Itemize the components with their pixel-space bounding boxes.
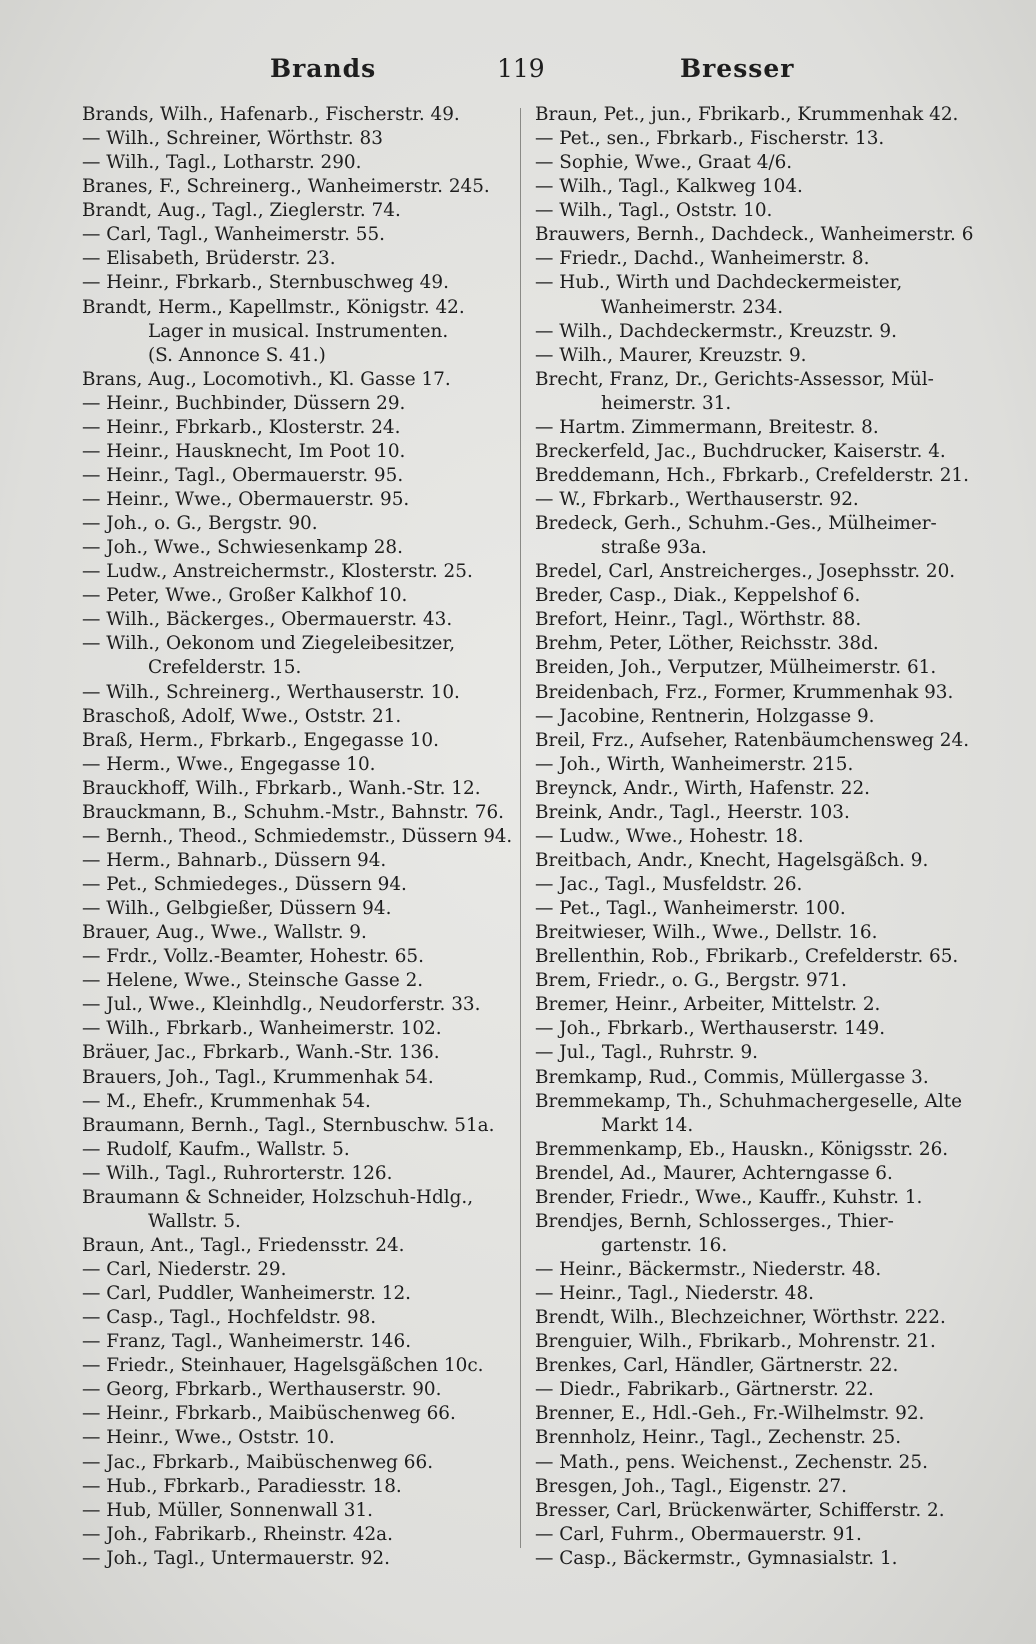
page-number: 119	[497, 54, 545, 83]
directory-entry: — Frdr., Vollz.-Beamter, Hohestr. 65.	[82, 946, 424, 968]
directory-entry: Breitwieser, Wilh., Wwe., Dellstr. 16.	[535, 922, 878, 944]
directory-entry: — Rudolf, Kaufm., Wallstr. 5.	[82, 1138, 350, 1160]
directory-entry: — Friedr., Dachd., Wanheimerstr. 8.	[535, 248, 870, 270]
directory-entry: (S. Annonce S. 41.)	[148, 344, 326, 366]
directory-entry: straße 93a.	[601, 537, 707, 559]
directory-entry: — Diedr., Fabrikarb., Gärtnerstr. 22.	[535, 1379, 874, 1401]
directory-entry: Brender, Friedr., Wwe., Kauffr., Kuhstr. 1.	[535, 1186, 923, 1208]
page-header	[0, 54, 1036, 94]
directory-entry: Brandt, Aug., Tagl., Zieglerstr. 74.	[82, 200, 401, 222]
directory-entry: Breynck, Andr., Wirth, Hafenstr. 22.	[535, 777, 871, 799]
directory-entry: Bredeck, Gerh., Schuhm.-Ges., Mülheimer-	[535, 513, 937, 535]
directory-entry: — Carl, Puddler, Wanheimerstr. 12.	[82, 1283, 411, 1305]
column-divider	[520, 108, 521, 1548]
directory-entry: — Heinr., Wwe., Oststr. 10.	[82, 1427, 335, 1449]
directory-entry: — Hub, Müller, Sonnenwall 31.	[82, 1499, 374, 1521]
directory-entry: Markt 14.	[601, 1114, 694, 1136]
directory-entry: Braß, Herm., Fbrkarb., Engegasse 10.	[82, 729, 439, 751]
directory-entry: Brefort, Heinr., Tagl., Wörthstr. 88.	[535, 609, 862, 631]
directory-entry: — Wilh., Tagl., Kalkweg 104.	[535, 176, 803, 198]
directory-entry: — Franz, Tagl., Wanheimerstr. 146.	[82, 1331, 412, 1353]
directory-entry: — Heinr., Fbrkarb., Maibüschenweg 66.	[82, 1403, 456, 1425]
directory-entry: — Heinr., Fbrkarb., Sternbuschweg 49.	[82, 272, 449, 294]
directory-entry: — Wilh., Maurer, Kreuzstr. 9.	[535, 344, 807, 366]
directory-entry: — Ludw., Wwe., Hohestr. 18.	[535, 825, 804, 847]
directory-entry: — Wilh., Schreinerg., Werthauserstr. 10.	[82, 681, 460, 703]
directory-entry: — Hub., Wirth und Dachdeckermeister,	[535, 272, 903, 294]
directory-entry: — Jac., Fbrkarb., Maibüschenweg 66.	[82, 1451, 434, 1473]
directory-entry: Brendt, Wilh., Blechzeichner, Wörthstr. 222.	[535, 1307, 946, 1329]
directory-entry: — Wilh., Dachdeckermstr., Kreuzstr. 9.	[535, 320, 897, 342]
directory-entry: Brauers, Joh., Tagl., Krummenhak 54.	[82, 1066, 434, 1088]
directory-entry: Bremmekamp, Th., Schuhmachergeselle, Alte	[535, 1090, 963, 1112]
directory-entry: Braumann, Bernh., Tagl., Sternbuschw. 51a.	[82, 1114, 495, 1136]
directory-entry: — Math., pens. Weichenst., Zechenstr. 25.	[535, 1451, 928, 1473]
directory-entry: — Elisabeth, Brüderstr. 23.	[82, 248, 336, 270]
directory-entry: Bredel, Carl, Anstreicherges., Josephsstr. 20.	[535, 561, 956, 583]
directory-entry: — Joh., Tagl., Untermauerstr. 92.	[82, 1547, 390, 1569]
directory-entry: — Heinr., Buchbinder, Düssern 29.	[82, 392, 406, 414]
directory-entry: — Wilh., Tagl., Ruhrorterstr. 126.	[82, 1162, 393, 1184]
directory-entry: — Heinr., Tagl., Niederstr. 48.	[535, 1283, 815, 1305]
directory-entry: Breckerfeld, Jac., Buchdrucker, Kaiserstr. 4.	[535, 440, 946, 462]
directory-entry: — Wilh., Bäckerges., Obermauerstr. 43.	[82, 609, 453, 631]
directory-entry: — Jac., Tagl., Musfeldstr. 26.	[535, 874, 803, 895]
left-column	[82, 103, 512, 1571]
directory-entry: — Heinr., Tagl., Obermauerstr. 95.	[82, 464, 404, 486]
directory-entry: — Hartm. Zimmermann, Breitestr. 8.	[535, 416, 879, 438]
directory-entry: — Joh., Wwe., Schwiesenkamp 28.	[82, 537, 403, 559]
directory-entry: Bremmenkamp, Eb., Hauskn., Königsstr. 26.	[535, 1138, 949, 1160]
directory-entry: — Georg, Fbrkarb., Werthauserstr. 90.	[82, 1379, 442, 1401]
directory-entry: Brenguier, Wilh., Fbrikarb., Mohrenstr. 21.	[535, 1331, 936, 1353]
directory-entry: Brem, Friedr., o. G., Bergstr. 971.	[535, 970, 847, 992]
header-right-catchword: Bresser	[680, 54, 795, 83]
directory-entry: Brauwers, Bernh., Dachdeck., Wanheimerstr. 6	[535, 224, 974, 246]
directory-entry: — Herm., Wwe., Engegasse 10.	[82, 753, 376, 775]
directory-entry: Brellenthin, Rob., Fbrikarb., Crefelderstr. 65.	[535, 946, 959, 968]
directory-entry: — Bernh., Theod., Schmiedemstr., Düssern 94.	[82, 825, 513, 847]
directory-entry: — Jul., Tagl., Ruhrstr. 9.	[535, 1042, 759, 1064]
directory-entry: Brenner, E., Hdl.-Geh., Fr.-Wilhelmstr. 92.	[535, 1403, 925, 1425]
directory-entry: — Joh., Fbrkarb., Werthauserstr. 149.	[535, 1018, 886, 1040]
directory-entry: Breil, Frz., Aufseher, Ratenbäumchensweg 24.	[535, 729, 970, 751]
directory-entry: — Wilh., Tagl., Lotharstr. 290.	[82, 152, 362, 174]
directory-entry: — Wilh., Oekonom und Ziegeleibesitzer,	[82, 633, 456, 655]
directory-entry: — Wilh., Gelbgießer, Düssern 94.	[82, 898, 392, 920]
directory-entry: — M., Ehefr., Krummenhak 54.	[82, 1090, 371, 1112]
directory-entry: Brands, Wilh., Hafenarb., Fischerstr. 49.	[82, 104, 460, 125]
directory-entry: Brans, Aug., Locomotivh., Kl. Gasse 17.	[82, 368, 451, 390]
directory-entry: Brendel, Ad., Maurer, Achterngasse 6.	[535, 1162, 893, 1184]
directory-entry: Wanheimerstr. 234.	[601, 296, 784, 318]
right-column	[535, 103, 975, 1571]
directory-entry: Bresgen, Joh., Tagl., Eigenstr. 27.	[535, 1475, 847, 1497]
directory-entry: — Sophie, Wwe., Graat 4/6.	[535, 152, 793, 174]
directory-entry: heimerstr. 31.	[601, 392, 732, 414]
directory-entry: Brehm, Peter, Löther, Reichsstr. 38d.	[535, 633, 879, 655]
directory-entry: — Jul., Wwe., Kleinhdlg., Neudorferstr. 33.	[82, 994, 481, 1016]
directory-entry: gartenstr. 16.	[601, 1234, 728, 1256]
directory-entry: — Casp., Tagl., Hochfeldstr. 98.	[82, 1307, 377, 1329]
directory-entry: Wallstr. 5.	[148, 1210, 241, 1232]
directory-entry: Brauckhoff, Wilh., Fbrkarb., Wanh.-Str. 12.	[82, 777, 481, 799]
header-left-catchword: Brands	[270, 54, 377, 83]
directory-entry: — Peter, Wwe., Großer Kalkhof 10.	[82, 585, 408, 607]
directory-entry: — Joh., Wirth, Wanheimerstr. 215.	[535, 753, 854, 775]
directory-entry: — Wilh., Fbrkarb., Wanheimerstr. 102.	[82, 1018, 442, 1040]
directory-entry: — Herm., Bahnarb., Düssern 94.	[82, 849, 387, 871]
directory-entry: Braun, Pet., jun., Fbrikarb., Krummenhak 42.	[535, 104, 959, 125]
directory-entry: — Casp., Bäckermstr., Gymnasialstr. 1.	[535, 1547, 898, 1569]
directory-entry: Brauer, Aug., Wwe., Wallstr. 9.	[82, 922, 367, 944]
directory-entry: Braumann & Schneider, Holzschuh-Hdlg.,	[82, 1186, 474, 1208]
directory-entry: — Heinr., Hausknecht, Im Poot 10.	[82, 440, 406, 462]
directory-entry: Branes, F., Schreinerg., Wanheimerstr. 245.	[82, 176, 490, 198]
directory-entry: Lager in musical. Instrumenten.	[148, 320, 449, 342]
directory-entry: Breder, Casp., Diak., Keppelshof 6.	[535, 585, 861, 607]
directory-entry: — Carl, Tagl., Wanheimerstr. 55.	[82, 224, 386, 246]
directory-entry: — Carl, Niederstr. 29.	[82, 1259, 287, 1280]
directory-entry: — Pet., sen., Fbrkarb., Fischerstr. 13.	[535, 128, 885, 150]
directory-entry: — Joh., Fabrikarb., Rheinstr. 42a.	[82, 1523, 393, 1545]
directory-entry: Brauckmann, B., Schuhm.-Mstr., Bahnstr. 76.	[82, 801, 504, 823]
directory-entry: Bresser, Carl, Brückenwärter, Schifferstr. 2.	[535, 1499, 945, 1521]
directory-entry: — Jacobine, Rentnerin, Holzgasse 9.	[535, 705, 875, 727]
directory-entry: Breddemann, Hch., Fbrkarb., Crefelderstr. 21.	[535, 464, 969, 486]
directory-entry: Brendjes, Bernh, Schlosserges., Thier-	[535, 1210, 894, 1232]
directory-entry: Bremer, Heinr., Arbeiter, Mittelstr. 2.	[535, 994, 881, 1016]
directory-entry: — Wilh., Schreiner, Wörthstr. 83	[82, 128, 383, 150]
directory-entry: Breiden, Joh., Verputzer, Mülheimerstr. 61.	[535, 657, 937, 679]
directory-entry: Braschoß, Adolf, Wwe., Oststr. 21.	[82, 705, 402, 727]
directory-entry: — Heinr., Bäckermstr., Niederstr. 48.	[535, 1259, 882, 1280]
directory-entry: — Joh., o. G., Bergstr. 90.	[82, 513, 318, 535]
directory-entry: Brandt, Herm., Kapellmstr., Königstr. 42.	[82, 296, 465, 318]
directory-entry: Brecht, Franz, Dr., Gerichts-Assessor, Mül-	[535, 368, 934, 390]
directory-entry: Bräuer, Jac., Fbrkarb., Wanh.-Str. 136.	[82, 1042, 440, 1064]
directory-entry: — W., Fbrkarb., Werthauserstr. 92.	[535, 489, 859, 510]
directory-entry: — Ludw., Anstreichermstr., Klosterstr. 25.	[82, 561, 473, 583]
directory-entry: Crefelderstr. 15.	[148, 657, 302, 679]
directory-entry: Bremkamp, Rud., Commis, Müllergasse 3.	[535, 1066, 929, 1088]
directory-entry: Breink, Andr., Tagl., Heerstr. 103.	[535, 801, 850, 823]
directory-entry: Braun, Ant., Tagl., Friedensstr. 24.	[82, 1234, 405, 1256]
directory-entry: — Carl, Fuhrm., Obermauerstr. 91.	[535, 1523, 862, 1545]
directory-entry: Brenkes, Carl, Händler, Gärtnerstr. 22.	[535, 1355, 899, 1377]
directory-entry: Breidenbach, Frz., Former, Krummenhak 93.	[535, 681, 954, 703]
directory-entry: — Heinr., Wwe., Obermauerstr. 95.	[82, 489, 410, 510]
directory-entry: — Pet., Tagl., Wanheimerstr. 100.	[535, 898, 846, 920]
directory-entry: — Hub., Fbrkarb., Paradiesstr. 18.	[82, 1475, 402, 1497]
directory-entry: — Pet., Schmiedeges., Düssern 94.	[82, 874, 407, 895]
directory-entry: — Friedr., Steinhauer, Hagelsgäßchen 10c.	[82, 1355, 484, 1377]
directory-entry: Breitbach, Andr., Knecht, Hagelsgäßch. 9.	[535, 849, 929, 871]
directory-entry: Brennholz, Heinr., Tagl., Zechenstr. 25.	[535, 1427, 902, 1449]
directory-entry: — Heinr., Fbrkarb., Klosterstr. 24.	[82, 416, 401, 438]
directory-entry: — Helene, Wwe., Steinsche Gasse 2.	[82, 970, 424, 992]
directory-entry: — Wilh., Tagl., Oststr. 10.	[535, 200, 773, 222]
